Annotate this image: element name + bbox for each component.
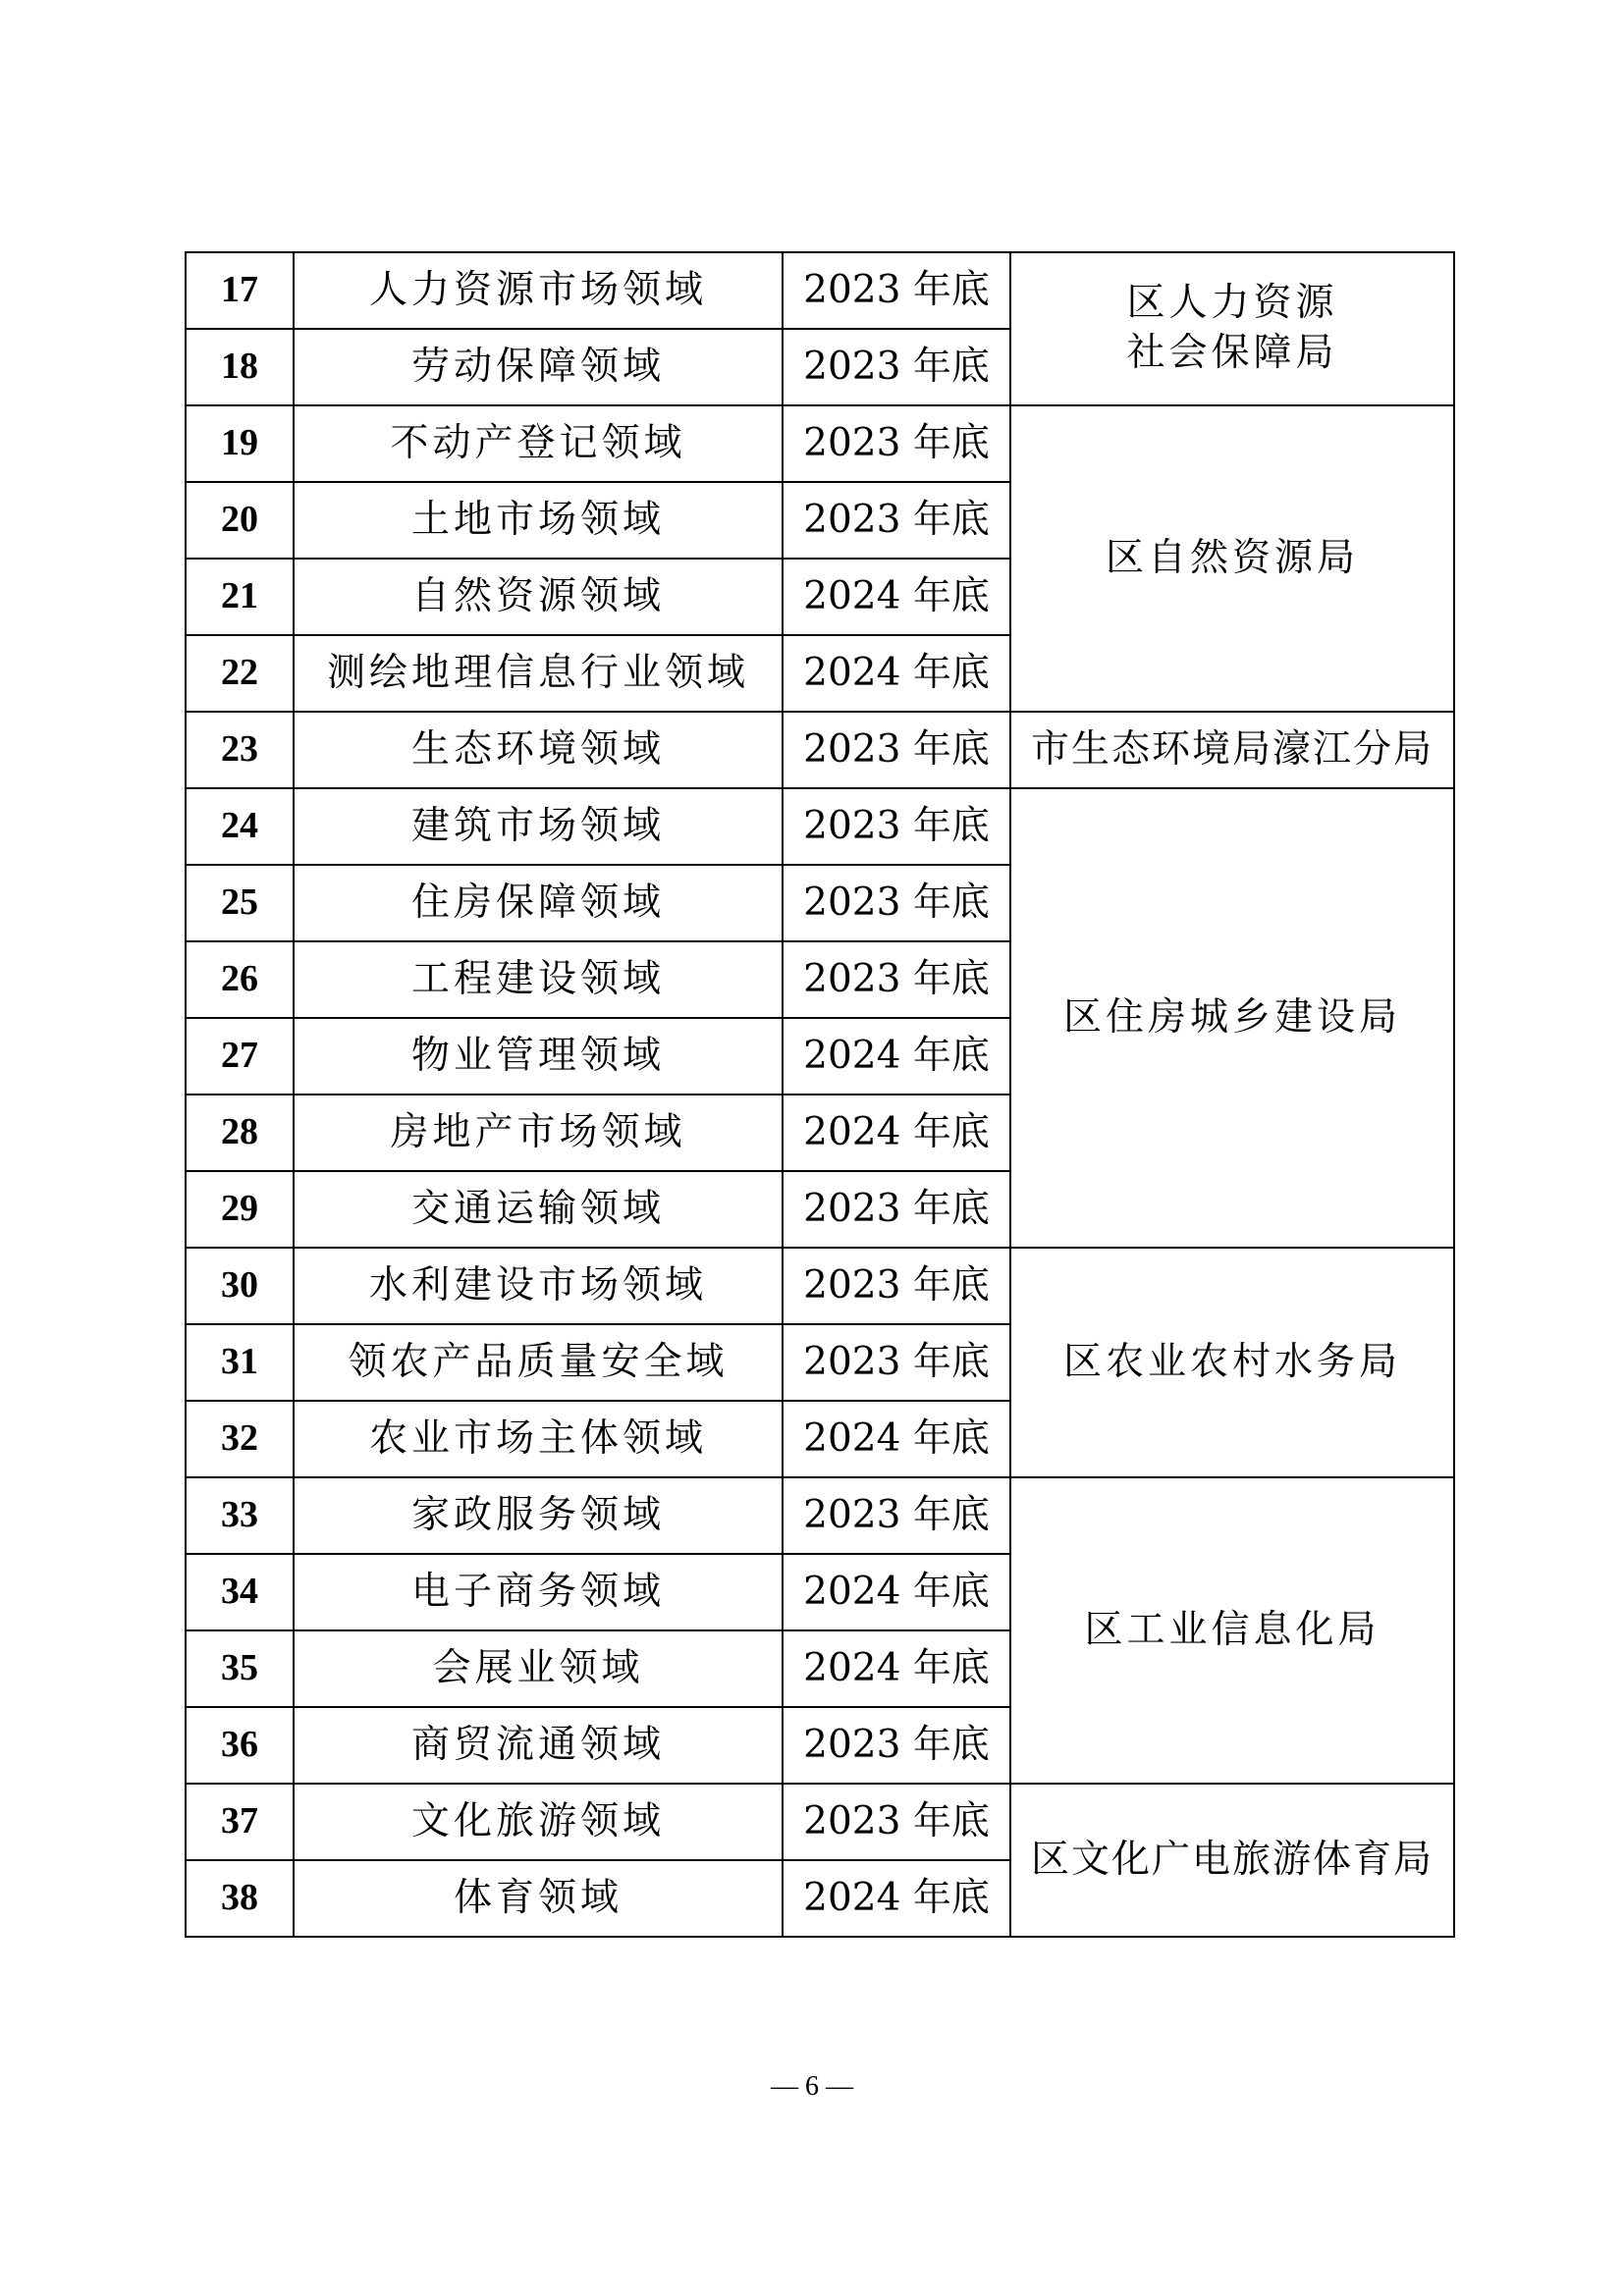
- row-number: 30: [186, 1248, 294, 1324]
- field-name: 建筑市场领域: [294, 788, 783, 865]
- department-name: 区农业农村水务局: [1062, 1339, 1401, 1384]
- row-number: 27: [186, 1018, 294, 1095]
- department-cell: [1010, 1248, 1454, 1477]
- deadline: 2023 年底: [783, 329, 1010, 405]
- deadline: 2024 年底: [783, 1554, 1010, 1630]
- field-name: 文化旅游领域: [294, 1784, 783, 1860]
- deadline: 2023 年底: [783, 1477, 1010, 1554]
- row-number: 35: [186, 1630, 294, 1707]
- department-cell: [1010, 1784, 1454, 1937]
- deadline: 2023 年底: [783, 1324, 1010, 1401]
- row-number: 37: [186, 1784, 294, 1860]
- deadline: 2023 年底: [783, 1707, 1010, 1784]
- table-row: [186, 1784, 1454, 1860]
- table-row: [186, 1477, 1454, 1554]
- table-row: [186, 1248, 1454, 1324]
- department-name: 市生态环境局濠江分局: [1030, 726, 1434, 772]
- row-number: 22: [186, 635, 294, 712]
- deadline: 2023 年底: [783, 1248, 1010, 1324]
- field-name: 工程建设领域: [294, 941, 783, 1018]
- field-name: 会展业领域: [294, 1630, 783, 1707]
- department-name: 区自然资源局: [1105, 535, 1359, 580]
- field-name: 生态环境领域: [294, 712, 783, 788]
- deadline: 2024 年底: [783, 635, 1010, 712]
- field-name: 领农产品质量安全域: [294, 1324, 783, 1401]
- field-name: 家政服务领域: [294, 1477, 783, 1554]
- row-number: 25: [186, 865, 294, 941]
- field-name: 住房保障领域: [294, 865, 783, 941]
- responsibility-table: [185, 251, 1455, 1938]
- row-number: 33: [186, 1477, 294, 1554]
- deadline: 2023 年底: [783, 405, 1010, 482]
- deadline: 2023 年底: [783, 1784, 1010, 1860]
- department-cell: [1010, 252, 1454, 405]
- row-number: 28: [186, 1095, 294, 1171]
- row-number: 26: [186, 941, 294, 1018]
- department-cell: [1010, 712, 1454, 788]
- department-cell: [1010, 788, 1454, 1248]
- field-name: 农业市场主体领域: [294, 1401, 783, 1477]
- field-name: 水利建设市场领域: [294, 1248, 783, 1324]
- row-number: 24: [186, 788, 294, 865]
- field-name: 测绘地理信息行业领域: [294, 635, 783, 712]
- row-number: 17: [186, 252, 294, 329]
- department-cell: [1010, 405, 1454, 712]
- deadline: 2024 年底: [783, 1860, 1010, 1937]
- deadline: 2023 年底: [783, 788, 1010, 865]
- department-cell: [1010, 1477, 1454, 1784]
- row-number: 34: [186, 1554, 294, 1630]
- row-number: 18: [186, 329, 294, 405]
- row-number: 21: [186, 559, 294, 635]
- field-name: 自然资源领域: [294, 559, 783, 635]
- department-name: 区工业信息化局: [1084, 1607, 1380, 1652]
- field-name: 房地产市场领域: [294, 1095, 783, 1171]
- field-name: 土地市场领域: [294, 482, 783, 559]
- table-row: [186, 712, 1454, 788]
- deadline: 2023 年底: [783, 252, 1010, 329]
- field-name: 人力资源市场领域: [294, 252, 783, 329]
- field-name: 商贸流通领域: [294, 1707, 783, 1784]
- deadline: 2023 年底: [783, 865, 1010, 941]
- deadline: 2024 年底: [783, 1401, 1010, 1477]
- deadline: 2024 年底: [783, 559, 1010, 635]
- row-number: 20: [186, 482, 294, 559]
- table-row: [186, 788, 1454, 865]
- row-number: 36: [186, 1707, 294, 1784]
- field-name: 劳动保障领域: [294, 329, 783, 405]
- department-name-line2: 社会保障局: [1126, 331, 1338, 375]
- field-name: 交通运输领域: [294, 1171, 783, 1248]
- deadline: 2024 年底: [783, 1630, 1010, 1707]
- field-name: 物业管理领域: [294, 1018, 783, 1095]
- row-number: 38: [186, 1860, 294, 1937]
- field-name: 不动产登记领域: [294, 405, 783, 482]
- table-row: [186, 405, 1454, 482]
- table-row: [186, 252, 1454, 329]
- field-name: 体育领域: [294, 1860, 783, 1937]
- row-number: 32: [186, 1401, 294, 1477]
- department-name: 区文化广电旅游体育局: [1030, 1837, 1434, 1882]
- row-number: 19: [186, 405, 294, 482]
- field-name: 电子商务领域: [294, 1554, 783, 1630]
- row-number: 23: [186, 712, 294, 788]
- page-number: — 6 —: [771, 2071, 853, 2102]
- row-number: 29: [186, 1171, 294, 1248]
- row-number: 31: [186, 1324, 294, 1401]
- deadline: 2024 年底: [783, 1095, 1010, 1171]
- department-name: 区住房城乡建设局: [1062, 994, 1401, 1040]
- deadline: 2023 年底: [783, 1171, 1010, 1248]
- department-name-line1: 区人力资源: [1126, 281, 1338, 326]
- deadline: 2023 年底: [783, 941, 1010, 1018]
- deadline: 2023 年底: [783, 712, 1010, 788]
- deadline: 2024 年底: [783, 1018, 1010, 1095]
- deadline: 2023 年底: [783, 482, 1010, 559]
